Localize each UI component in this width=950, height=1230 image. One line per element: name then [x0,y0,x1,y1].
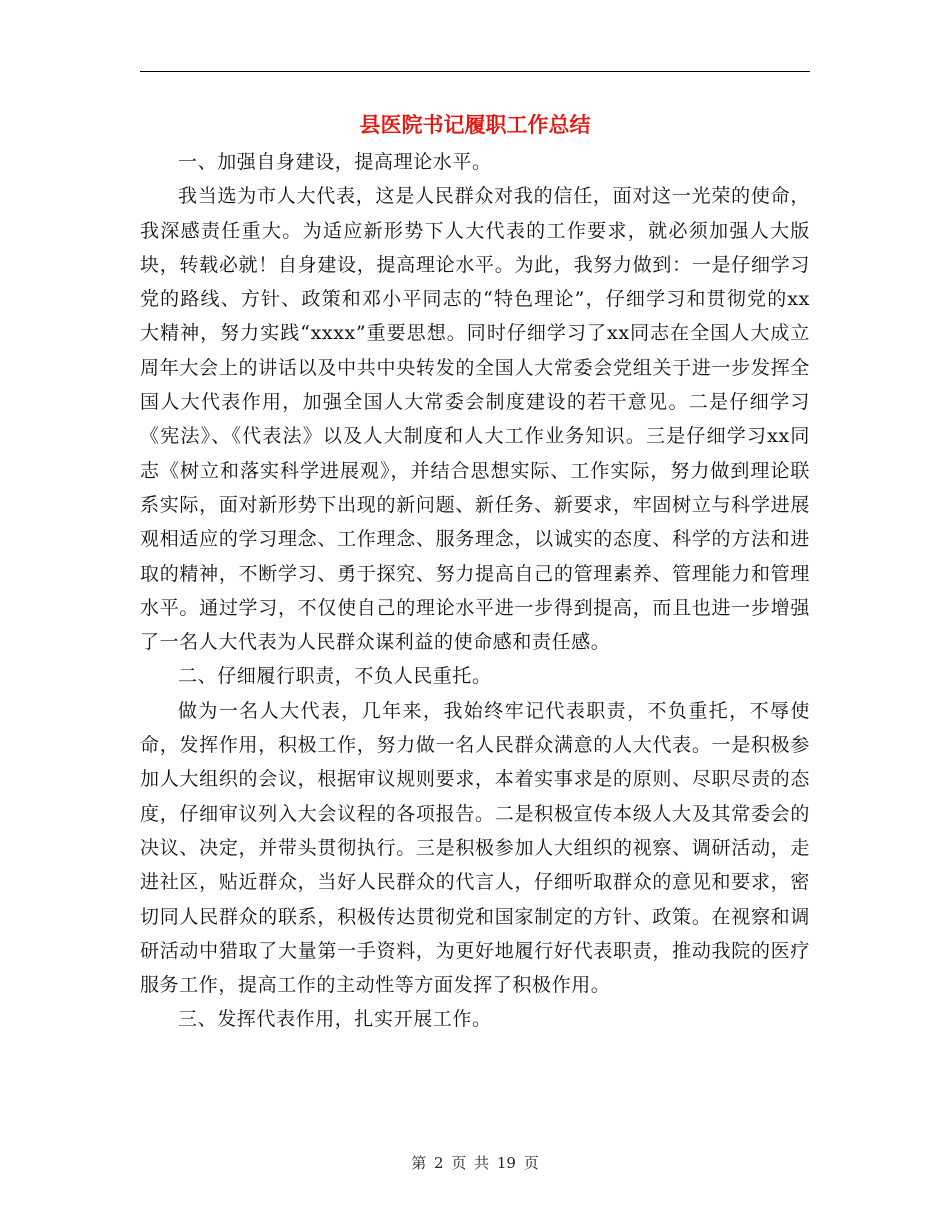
section-heading-2: 二、仔细履行职责，不负人民重托。 [178,665,492,688]
body-paragraph-2: 做为一名人大代表，几年来，我始终牢记代表职责，不负重托，不辱使命，发挥作用，积极工作，努力做一名人民群众满意的人大代表。一是积极参加人大组织的会议，根据审议规则要求，本着实事求是的原则、尽职尽责的态度，仔细审议列入大会议程的各项报告。二是积极宣传本级人大及其常委会的决议、决定，并带头贯彻执行。三是积极参加人大组织的视察、调研活动，走进社区，贴近群众，当好人民群众的代言人，仔细听取群众的意见和要求，密切同人民群众的联系，积极传达贯彻党和国家制定的方针、政策。在视察和调研活动中猎取了大量第一手资料，为更好地履行好代表职责，推动我院的医疗服务工作，提高工作的主动性等方面发挥了积极作用。 [140,699,810,997]
header-rule [140,71,810,72]
document-body [140,145,810,1037]
section-heading-1: 一、加强自身建设，提高理论水平。 [178,151,492,173]
body-paragraph-1: 我当选为市人大代表，这是人民群众对我的信任，面对这一光荣的使命，我深感责任重大。为适应新形势下人大代表的工作要求，就必须加强人大版块，转载必就！自身建设，提高理论水平。为此，我努力做到：一是仔细学习党的路线、方针、政策和邓小平同志的“特色理论”，仔细学习和贯彻党的xx大精神，努力实践“xxxx”重要思想。同时仔细学习了xx同志在全国人大成立周年大会上的讲话以及中共中央转发的全国人大常委会党组关于进一步发挥全国人大代表作用，加强全国人大常委会制度建设的若干意见。二是仔细学习《宪法》、《代表法》以及人大制度和人大工作业务知识。三是仔细学习xx同志《树立和落实科学进展观》，并结合思想实际、工作实际，努力做到理论联系实际，面对新形势下出现的新问题、新任务、新要求，牢固树立与科学进展观相适应的学习理念、工作理念、服务理念，以诚实的态度、科学的方法和进取的精神，不断学习、勇于探究、努力提高自己的管理素养、管理能力和管理水平。通过学习，不仅使自己的理论水平进一步得到提高，而且也进一步增强了一名人大代表为人民群众谋利益的使命感和责任感。 [140,185,810,654]
page-number-footer: 第 2 页 共 19 页 [411,1154,539,1172]
section-heading-3: 三、发挥代表作用，扎实开展工作。 [178,1008,492,1031]
document-title: 县医院书记履职工作总结 [359,112,591,137]
